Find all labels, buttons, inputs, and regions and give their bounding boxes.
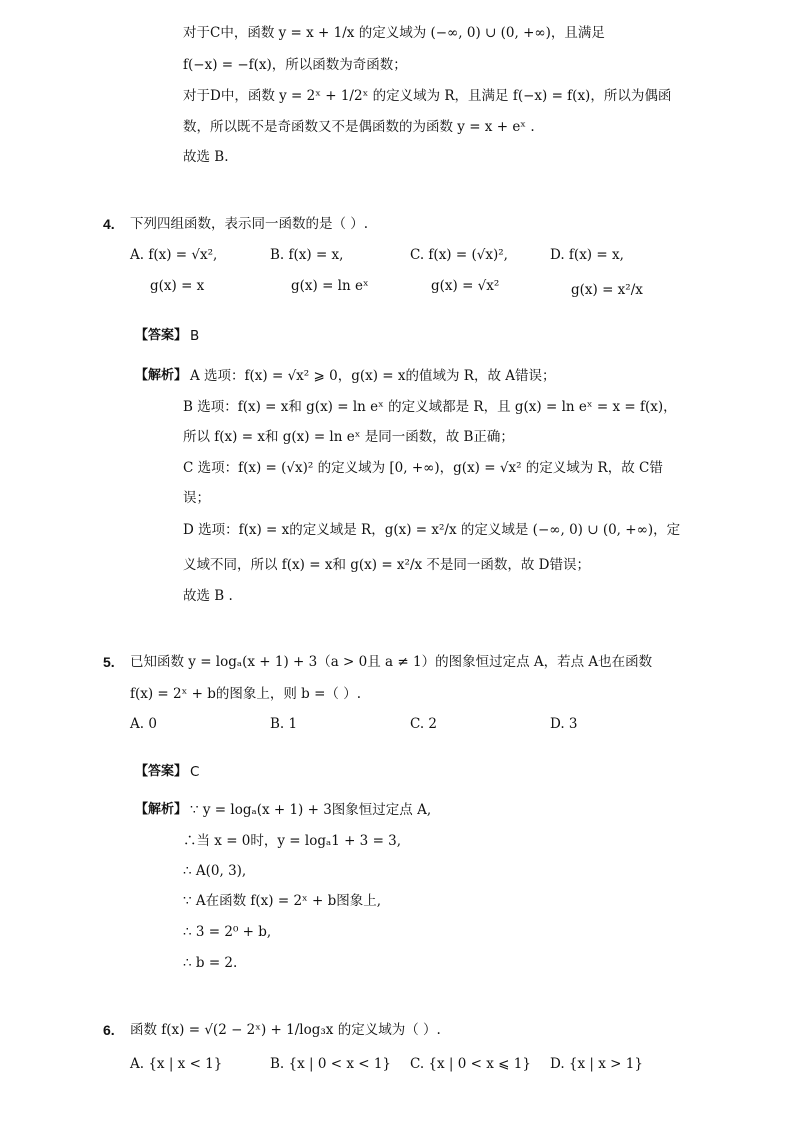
q5-analysis-line-5: ∴ 3 = 2⁰ + b,	[183, 924, 272, 940]
q5-analysis-line-4: ∵ A在函数 f(x) = 2ˣ + b图象上,	[183, 893, 382, 909]
q4-analysis-line-6: D 选项：f(x) = x的定义域是 R，g(x) = x²/x 的定义域是 (−∞, 0) ∪ (0, +∞)，定	[183, 522, 681, 538]
q6-option-b: B. {x | 0 < x < 1}	[270, 1056, 392, 1072]
q6-number: 6.	[103, 1022, 115, 1038]
q5-analysis-line-3: ∴ A(0, 3),	[183, 863, 247, 879]
q5-number: 5.	[103, 654, 115, 670]
q5-answer-tag: 【答案】	[135, 764, 188, 779]
q4-stem: 下列四组函数，表示同一函数的是（ ）.	[130, 216, 369, 232]
q5-analysis-line-6: ∴ b = 2.	[183, 955, 238, 971]
q5-option-b: B. 1	[270, 716, 298, 732]
q5-analysis-tag: 【解析】	[135, 802, 188, 817]
q5-stem-line-1: 已知函数 y = logₐ(x + 1) + 3（a > 0且 a ≠ 1）的图象恒过定点 A，若点 A也在函数	[130, 654, 653, 670]
q4-analysis-line-5: 误；	[183, 490, 210, 506]
q4-analysis-line-1: A 选项：f(x) = √x² ⩾ 0，g(x) = x的值域为 R，故 A错误；	[190, 368, 556, 384]
q5-analysis-line-1: ∵ y = logₐ(x + 1) + 3图象恒过定点 A,	[190, 802, 432, 818]
q4-option-b-f: B. f(x) = x,	[270, 247, 344, 263]
q4-option-d-g: g(x) = x²/x	[571, 282, 643, 298]
q4-analysis-line-3: 所以 f(x) = x和 g(x) = ln eˣ 是同一函数，故 B正确；	[183, 429, 514, 445]
prev-line-2: f(−x) = −f(x)，所以函数为奇函数；	[183, 57, 407, 73]
q4-option-b-g: g(x) = ln eˣ	[291, 278, 369, 294]
q4-analysis-line-4: C 选项：f(x) = (√x)² 的定义域为 [0, +∞)，g(x) = √x² 的定义域为 R，故 C错	[183, 460, 663, 476]
q4-option-a-g: g(x) = x	[150, 278, 205, 294]
q4-analysis-tag: 【解析】	[135, 368, 188, 383]
q4-analysis-line-7: 义域不同，所以 f(x) = x和 g(x) = x²/x 不是同一函数，故 D错误；	[183, 557, 591, 573]
q5-option-a: A. 0	[130, 716, 157, 732]
q4-analysis-line-2: B 选项：f(x) = x和 g(x) = ln eˣ 的定义域都是 R，且 g(x) = ln eˣ = x = f(x)，	[183, 399, 677, 415]
q4-option-c-g: g(x) = √x²	[431, 278, 500, 294]
q4-number: 4.	[103, 216, 115, 232]
q5-stem-line-2: f(x) = 2ˣ + b的图象上，则 b =（ ）.	[130, 686, 362, 702]
q5-answer: C	[190, 764, 200, 780]
q5-option-c: C. 2	[410, 716, 438, 732]
q6-option-a: A. {x | x < 1}	[130, 1056, 223, 1072]
q4-option-c-f: C. f(x) = (√x)²,	[410, 247, 508, 263]
q4-option-d-f: D. f(x) = x,	[550, 247, 624, 263]
q5-analysis-line-2: ∴当 x = 0时，y = logₐ1 + 3 = 3,	[183, 833, 402, 849]
q6-option-d: D. {x | x > 1}	[550, 1056, 643, 1072]
prev-line-3: 对于D中，函数 y = 2ˣ + 1/2ˣ 的定义域为 R，且满足 f(−x) = f(x)，所以为偶函	[183, 88, 672, 104]
q6-option-c: C. {x | 0 < x ⩽ 1}	[410, 1056, 531, 1072]
prev-line-1: 对于C中，函数 y = x + 1/x 的定义域为 (−∞, 0) ∪ (0, +∞)，且满足	[183, 25, 605, 41]
q4-analysis-line-8: 故选 B .	[183, 588, 233, 604]
q6-stem: 函数 f(x) = √(2 − 2ˣ) + 1/log₃x 的定义域为（ ）.	[130, 1022, 441, 1038]
prev-line-4: 数，所以既不是奇函数又不是偶函数的为函数 y = x + eˣ .	[183, 119, 535, 135]
q4-answer: B	[190, 328, 200, 344]
prev-line-5: 故选 B.	[183, 149, 229, 165]
q4-option-a-f: A. f(x) = √x²,	[130, 247, 218, 263]
q5-option-d: D. 3	[550, 716, 578, 732]
q4-answer-tag: 【答案】	[135, 328, 188, 343]
